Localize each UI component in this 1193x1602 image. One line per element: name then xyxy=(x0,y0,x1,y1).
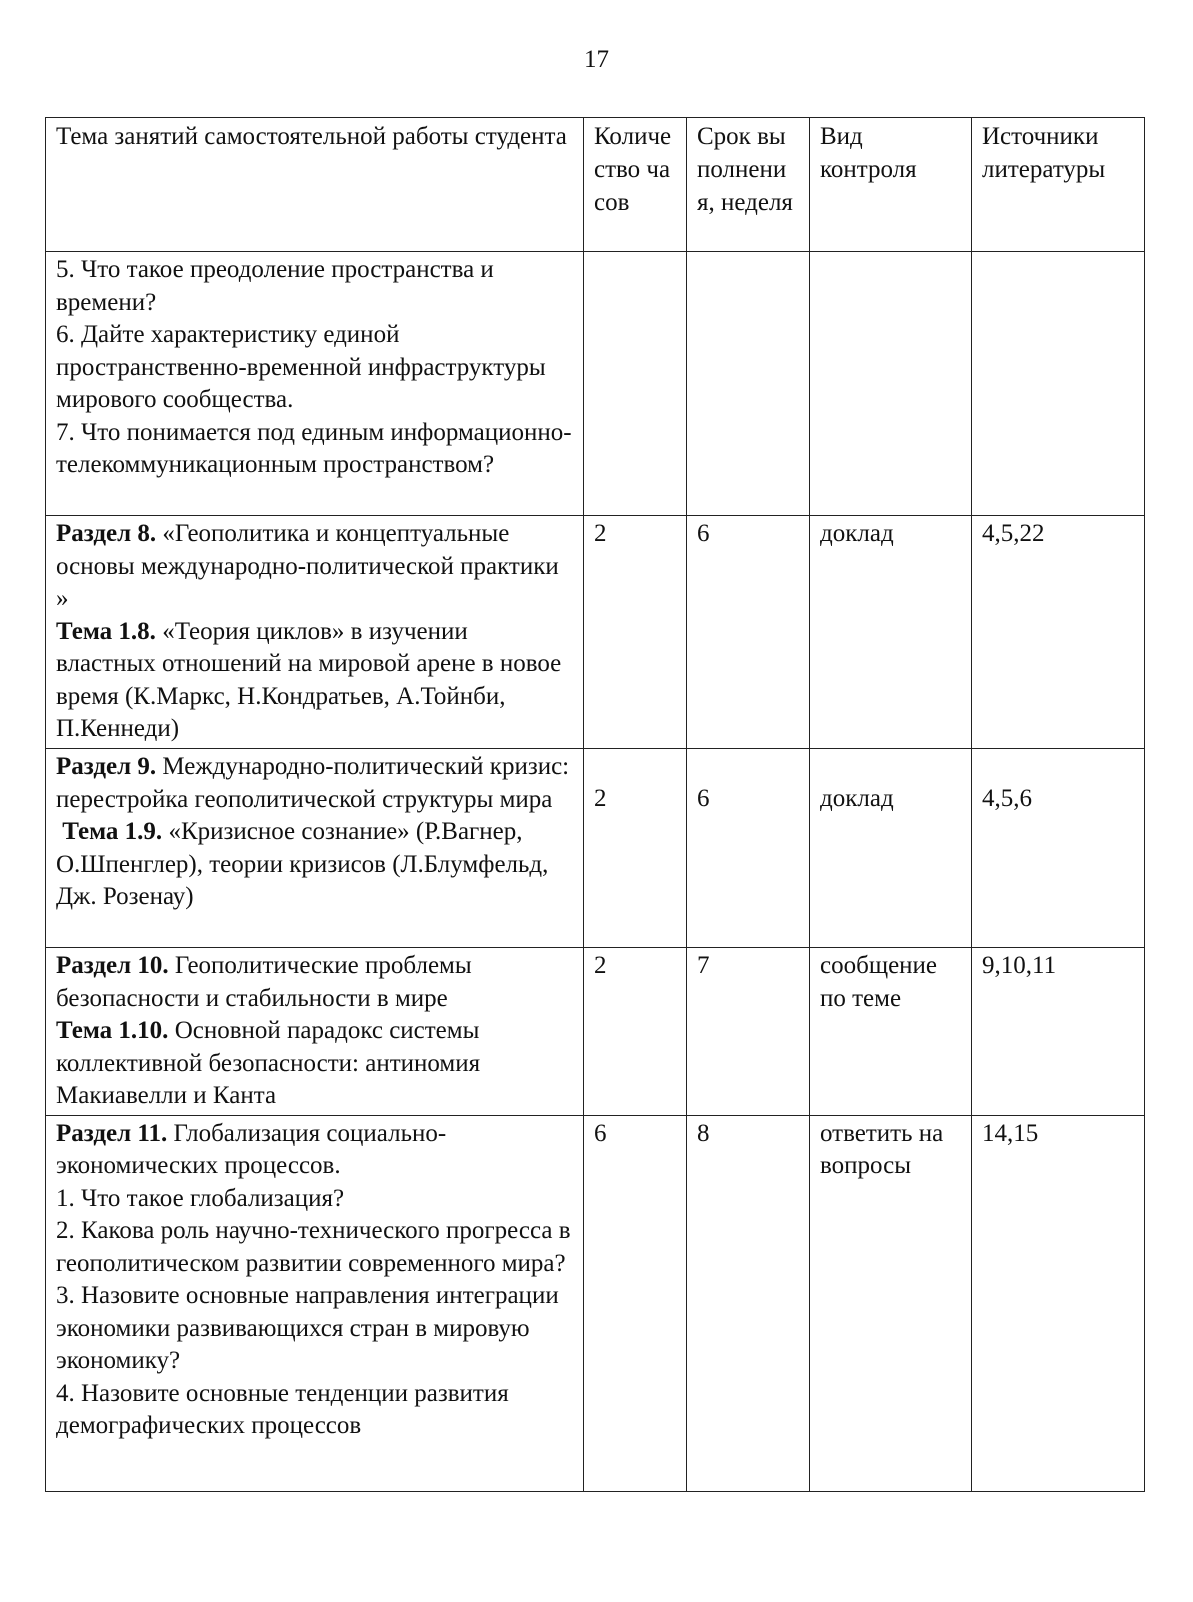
section-label: Раздел 10. xyxy=(56,952,169,979)
header-hours: Количество часов xyxy=(584,118,687,252)
table-row xyxy=(46,516,1145,749)
sources-value: 4,5,6 xyxy=(982,785,1032,812)
deadline-cell xyxy=(687,252,810,516)
topic-cell xyxy=(46,749,584,948)
sources-cell xyxy=(972,749,1145,948)
question-item: 1. Что такое глобализация? xyxy=(56,1184,345,1212)
deadline-value: 6 xyxy=(697,785,710,812)
section-title: «Геополитика и концептуальные основы международно-политической практики » xyxy=(56,520,559,612)
question-item: 2. Какова роль научно-технического прогресса в геополитическом развитии современного мира? xyxy=(56,1217,571,1277)
control-cell: ответить на вопросы xyxy=(810,1115,972,1491)
control-cell: сообщение по теме xyxy=(810,948,972,1116)
deadline-cell: 7 xyxy=(687,948,810,1116)
question-item: 6. Дайте характеристику единой пространственно-временной инфраструктуры мирового сообщества. xyxy=(56,321,546,413)
deadline-cell: 8 xyxy=(687,1115,810,1491)
section-title: Геополитические проблемы безопасности и стабильности в мире xyxy=(56,952,472,1012)
topic-title: «Теория циклов» в изучении властных отношений на мировой арене в новое время (К.Маркс, Н.Кондратьев, А.Тойнби, П.Кеннеди) xyxy=(56,617,562,742)
page-number: 17 xyxy=(584,46,609,73)
topic-cell xyxy=(46,948,584,1116)
table-row xyxy=(46,749,1145,948)
hours-cell: 2 xyxy=(584,516,687,749)
section-title: Международно-политический кризис: перестройка геополитической структуры мира xyxy=(56,753,570,813)
topic-title: Основной парадокс системы коллективной безопасности: антиномия Макиавелли и Канта xyxy=(56,1017,481,1109)
question-item: 4. Назовите основные тенденции развития демографических процессов xyxy=(56,1379,509,1439)
hours-cell xyxy=(584,252,687,516)
table-row xyxy=(46,252,1145,516)
header-deadline: Срок выполнения, неделя xyxy=(687,118,810,252)
sources-cell: 4,5,22 xyxy=(972,516,1145,749)
header-control: Вид контроля xyxy=(810,118,972,252)
deadline-cell xyxy=(687,749,810,948)
topic-cell xyxy=(46,516,584,749)
study-plan-table xyxy=(45,117,1145,1492)
table-row xyxy=(46,948,1145,1116)
sources-cell: 9,10,11 xyxy=(972,948,1145,1116)
topic-cell xyxy=(46,1115,584,1491)
hours-cell: 2 xyxy=(584,948,687,1116)
control-cell xyxy=(810,252,972,516)
hours-value: 2 xyxy=(594,785,607,812)
table-header-row xyxy=(46,118,1145,252)
sources-cell xyxy=(972,252,1145,516)
topic-cell xyxy=(46,252,584,516)
topic-label: Тема 1.9. xyxy=(62,818,163,845)
section-title: Глобализация социально-экономических процессов. xyxy=(56,1119,447,1179)
table-row xyxy=(46,1115,1145,1491)
control-cell: доклад xyxy=(810,516,972,749)
topic-title: «Кризисное сознание» (Р.Вагнер, О.Шпенглер), теории кризисов (Л.Блумфельд, Дж. Розенау) xyxy=(56,818,549,910)
section-label: Раздел 8. xyxy=(56,520,157,547)
question-item: 5. Что такое преодоление пространства и времени? xyxy=(56,256,494,316)
deadline-cell: 6 xyxy=(687,516,810,749)
question-item: 7. Что понимается под единым информационно-телекоммуникационным пространством? xyxy=(56,418,572,478)
question-item: 3. Назовите основные направления интеграции экономики развивающихся стран в мировую экономику? xyxy=(56,1282,559,1374)
section-label: Раздел 9. xyxy=(56,753,157,780)
header-sources: Источники литературы xyxy=(972,118,1145,252)
control-cell xyxy=(810,749,972,948)
sources-cell: 14,15 xyxy=(972,1115,1145,1491)
hours-cell: 6 xyxy=(584,1115,687,1491)
topic-label: Тема 1.8. xyxy=(56,617,156,645)
control-value: доклад xyxy=(820,785,894,812)
hours-cell xyxy=(584,749,687,948)
topic-label: Тема 1.10. xyxy=(56,1017,169,1044)
section-label: Раздел 11. xyxy=(56,1119,168,1147)
header-topic: Тема занятий самостоятельной работы студента xyxy=(46,118,584,252)
